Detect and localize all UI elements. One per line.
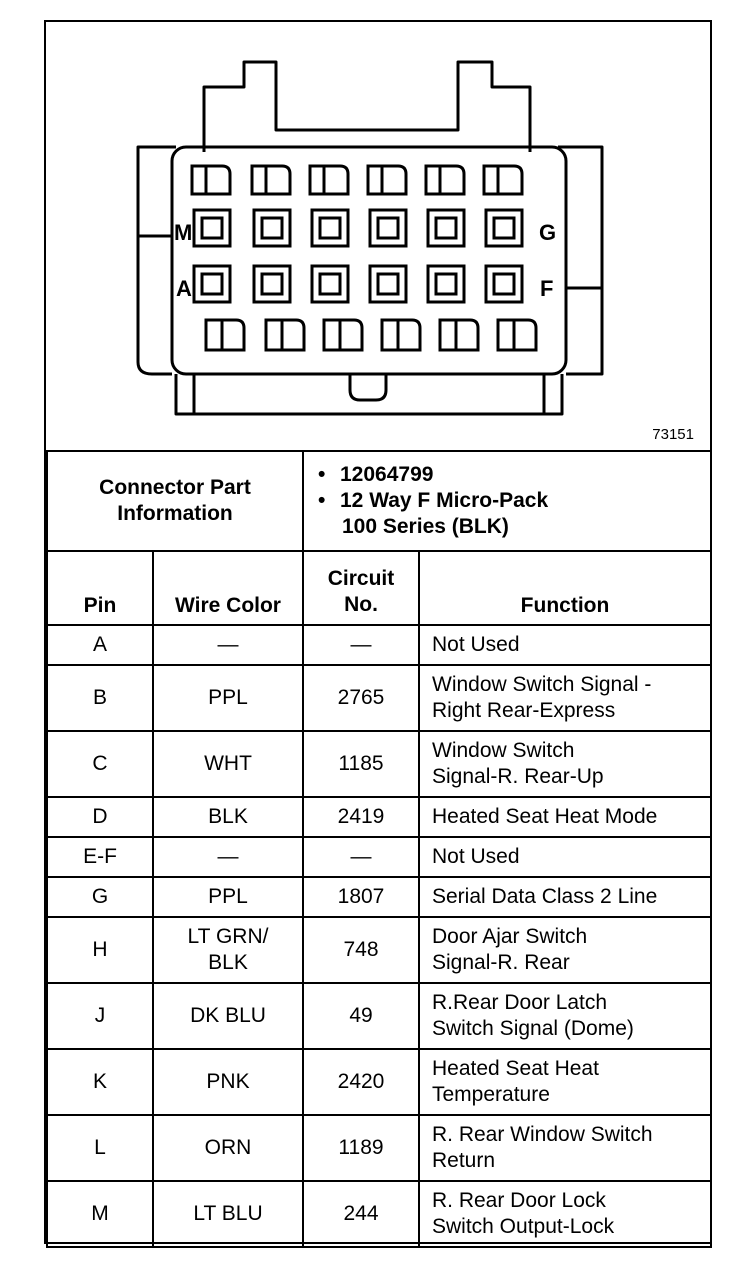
pin-cavity <box>370 210 406 246</box>
terminal-slot <box>310 166 348 194</box>
pin-cell: H <box>47 917 153 983</box>
pin-cavity <box>312 266 348 302</box>
table-row <box>47 877 711 917</box>
function-cell <box>419 1049 711 1115</box>
pin-cell: C <box>47 731 153 797</box>
circuit-cell: — <box>303 625 419 665</box>
function-line1: Heated Seat Heat Mode <box>432 805 658 828</box>
function-cell <box>419 1181 711 1247</box>
figure-id: 73151 <box>652 426 694 443</box>
connector-info-label <box>47 451 303 551</box>
wire-color-line1: PPL <box>208 885 248 908</box>
wire-color-cell <box>153 917 303 983</box>
function-cell <box>419 917 711 983</box>
function-cell <box>419 837 711 877</box>
wire-color-line1: PNK <box>206 1070 250 1093</box>
function-cell <box>419 1115 711 1181</box>
function-line2: Switch Output-Lock <box>432 1215 615 1238</box>
circuit-cell: 2420 <box>303 1049 419 1115</box>
function-line1: Window Switch <box>432 739 575 762</box>
wire-color-cell <box>153 625 303 665</box>
wire-color-cell <box>153 665 303 731</box>
function-cell <box>419 665 711 731</box>
function-line2: Right Rear-Express <box>432 699 616 722</box>
header-function: Function <box>419 551 711 625</box>
function-line1: Serial Data Class 2 Line <box>432 885 658 908</box>
connector-info-label-line2: Information <box>117 502 233 525</box>
function-line1: Door Ajar Switch <box>432 925 588 948</box>
connector-table <box>46 450 712 1248</box>
wire-color-line1: — <box>217 845 239 868</box>
table-row <box>47 665 711 731</box>
wire-color-cell <box>153 731 303 797</box>
circuit-cell: 1185 <box>303 731 419 797</box>
terminal-slot <box>484 166 522 194</box>
function-cell <box>419 731 711 797</box>
connector-drawing <box>46 22 710 450</box>
wire-color-cell <box>153 1181 303 1247</box>
function-line1: Not Used <box>432 633 520 656</box>
function-cell <box>419 983 711 1049</box>
connector-diagram <box>46 22 710 450</box>
pin-cavity <box>254 266 290 302</box>
table-row <box>47 625 711 665</box>
connector-info-label-line1: Connector Part <box>99 476 251 499</box>
pin-cell: B <box>47 665 153 731</box>
table-row <box>47 1115 711 1181</box>
wire-color-line1: PPL <box>208 686 248 709</box>
wire-color-line1: LT GRN/ <box>187 925 269 948</box>
terminal-slot <box>252 166 290 194</box>
wire-color-line1: DK BLU <box>190 1004 266 1027</box>
wire-color-cell <box>153 797 303 837</box>
table-row <box>47 731 711 797</box>
pin-cavity <box>428 266 464 302</box>
circuit-cell: — <box>303 837 419 877</box>
terminal-slot <box>426 166 464 194</box>
circuit-cell: 244 <box>303 1181 419 1247</box>
wire-color-cell <box>153 1049 303 1115</box>
terminal-slot <box>206 320 244 350</box>
table-row <box>47 1181 711 1247</box>
connector-description-line2: 100 Series (BLK) <box>342 515 509 538</box>
function-line1: Heated Seat Heat <box>432 1057 599 1080</box>
function-cell <box>419 625 711 665</box>
function-line1: R.Rear Door Latch <box>432 991 608 1014</box>
pin-label-g: G <box>539 220 557 245</box>
terminal-slot <box>382 320 420 350</box>
circuit-cell: 748 <box>303 917 419 983</box>
function-line1: R. Rear Door Lock <box>432 1189 606 1212</box>
circuit-cell: 2765 <box>303 665 419 731</box>
terminal-slot <box>368 166 406 194</box>
pin-cell: J <box>47 983 153 1049</box>
function-line1: Window Switch Signal - <box>432 673 652 696</box>
pin-cavity <box>194 266 230 302</box>
pin-cavity <box>428 210 464 246</box>
terminal-slot <box>324 320 362 350</box>
header-circuit-line2: No. <box>344 593 378 616</box>
pin-cell: M <box>47 1181 153 1247</box>
wire-color-line1: ORN <box>204 1136 252 1159</box>
pin-label-m: M <box>174 220 193 245</box>
bullet-icon: • <box>318 463 326 486</box>
table-row <box>47 1049 711 1115</box>
table-row <box>47 797 711 837</box>
function-line2: Temperature <box>432 1083 550 1106</box>
connector-document <box>44 20 712 1244</box>
header-pin: Pin <box>47 551 153 625</box>
pin-cavity <box>486 266 522 302</box>
part-number: 12064799 <box>340 463 434 486</box>
circuit-cell: 49 <box>303 983 419 1049</box>
pin-rows <box>47 625 711 1247</box>
connector-info-row <box>47 451 711 551</box>
pin-cell: K <box>47 1049 153 1115</box>
wire-color-cell <box>153 1115 303 1181</box>
function-line1: Not Used <box>432 845 520 868</box>
pin-cavity <box>312 210 348 246</box>
wire-color-line1: WHT <box>204 752 252 775</box>
function-line2: Switch Signal (Dome) <box>432 1017 634 1040</box>
pin-cavity <box>254 210 290 246</box>
wire-color-line1: LT BLU <box>193 1202 263 1225</box>
terminal-slot <box>266 320 304 350</box>
pin-cell: L <box>47 1115 153 1181</box>
table-row <box>47 837 711 877</box>
connector-description-line1: 12 Way F Micro-Pack <box>340 489 549 512</box>
header-circuit <box>303 551 419 625</box>
pin-cavity <box>370 266 406 302</box>
header-circuit-line1: Circuit <box>327 567 395 590</box>
table-row <box>47 917 711 983</box>
pin-cell: E-F <box>47 837 153 877</box>
function-line2: Signal-R. Rear-Up <box>432 765 604 788</box>
pin-cavity <box>194 210 230 246</box>
wire-color-line1: — <box>217 633 239 656</box>
function-cell <box>419 797 711 837</box>
pin-cavities <box>192 166 536 350</box>
circuit-cell: 2419 <box>303 797 419 837</box>
pin-label-f: F <box>540 276 554 301</box>
table-header-row <box>47 551 711 625</box>
connector-info-details <box>303 451 711 551</box>
function-cell <box>419 877 711 917</box>
terminal-slot <box>440 320 478 350</box>
function-line2: Signal-R. Rear <box>432 951 570 974</box>
pin-cavity <box>486 210 522 246</box>
wire-color-line1: BLK <box>208 805 248 828</box>
pin-cell: D <box>47 797 153 837</box>
circuit-cell: 1807 <box>303 877 419 917</box>
wire-color-line2: BLK <box>208 951 248 974</box>
pin-cell: G <box>47 877 153 917</box>
function-line1: R. Rear Window Switch <box>432 1123 653 1146</box>
header-wire-color: Wire Color <box>153 551 303 625</box>
wire-color-cell <box>153 983 303 1049</box>
function-line2: Return <box>432 1149 496 1172</box>
bullet-icon: • <box>318 489 326 512</box>
circuit-cell: 1189 <box>303 1115 419 1181</box>
terminal-slot <box>192 166 230 194</box>
wire-color-cell <box>153 877 303 917</box>
pin-label-a: A <box>176 276 192 301</box>
wire-color-cell <box>153 837 303 877</box>
table-row <box>47 983 711 1049</box>
terminal-slot <box>498 320 536 350</box>
pin-cell: A <box>47 625 153 665</box>
